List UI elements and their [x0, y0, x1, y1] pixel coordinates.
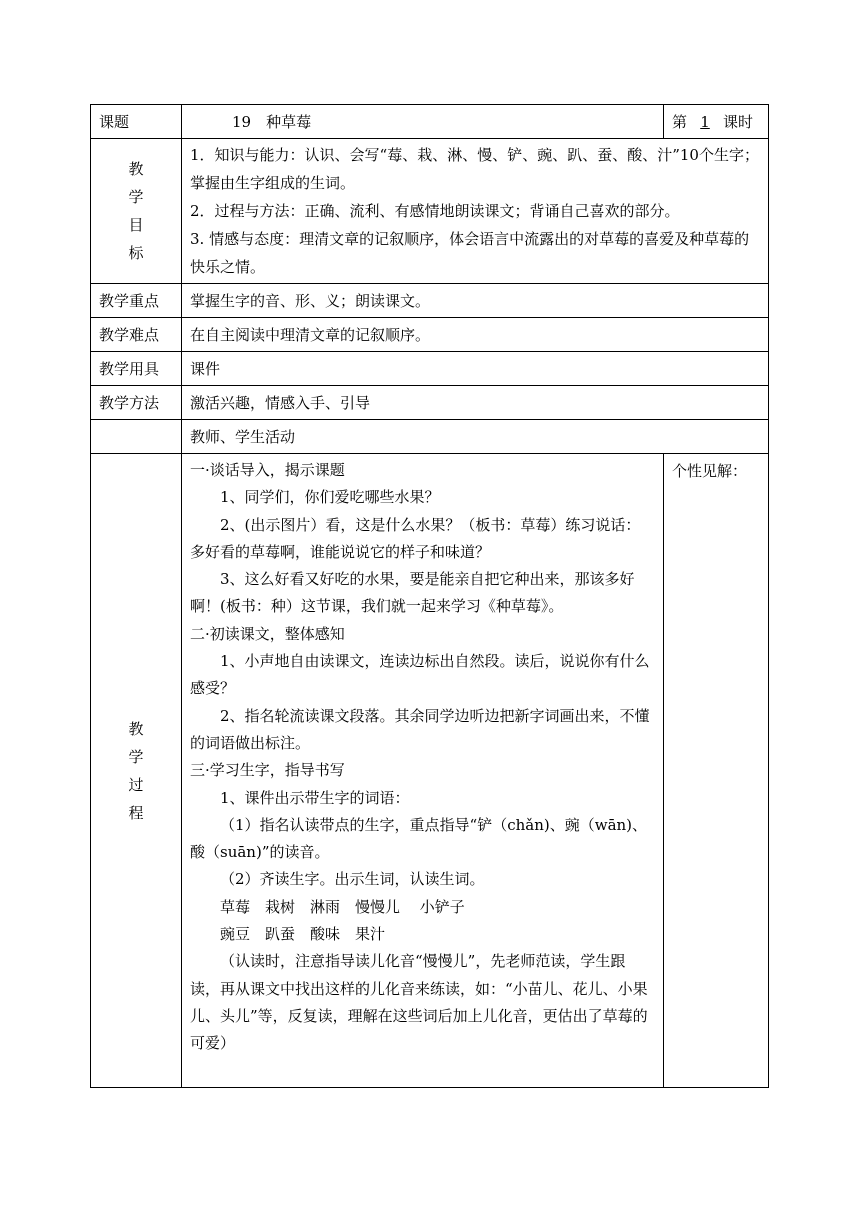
objectives-label-char: 目: [128, 216, 144, 234]
objectives-label-char: 学: [128, 188, 144, 206]
methods-label: 教学方法: [91, 386, 182, 420]
objective-item: 2．过程与方法：正确、流利、有感情地朗读课文；背诵自己喜欢的部分。: [190, 202, 680, 220]
subject-label: 课题: [91, 105, 182, 139]
difficulties-value: 在自主阅读中理清文章的记叙顺序。: [182, 318, 769, 352]
methods-row: [91, 386, 769, 420]
title-row: [91, 105, 769, 139]
process-content: [182, 454, 664, 1088]
key-points-value: 掌握生字的音、形、义；朗读课文。: [182, 284, 769, 318]
tools-value: 课件: [182, 352, 769, 386]
lesson-count: [664, 105, 769, 139]
key-points-row: [91, 284, 769, 318]
objectives-label: [91, 139, 182, 284]
key-points-label: 教学重点: [91, 284, 182, 318]
process-label: [91, 454, 182, 1088]
activities-header-row: [91, 420, 769, 454]
objectives-row: [91, 139, 769, 284]
process-row: [91, 454, 769, 1088]
lesson-prefix: 第: [672, 112, 688, 131]
tools-label: 教学用具: [91, 352, 182, 386]
process-line: （认读时，注意指导读儿化音“慢慢儿”，先老师范读，学生跟读，再从课文中找出这样的儿化音来练读，如：“小苗儿、花儿、小果儿、头儿”等，反复读，理解在这些词后加上儿化音，更估出了草莓的可爱）: [190, 952, 648, 1053]
activities-header: 教师、学生活动: [182, 420, 769, 454]
lesson-title: 19 种草莓: [182, 105, 664, 139]
process-line: （1）指名认读带点的生字，重点指导“铲（chǎn)、豌（wān)、酸（suān)”的读音。: [190, 815, 648, 862]
difficulties-label: 教学难点: [91, 318, 182, 352]
objectives-label-char: 教: [128, 160, 144, 178]
difficulties-row: [91, 318, 769, 352]
tools-row: [91, 352, 769, 386]
process-line: 1、小声地自由读课文，连读边标出自然段。读后，说说你有什么感受？: [190, 652, 650, 698]
word-list: 豌豆 趴蚕 酸味 果汁: [220, 925, 386, 944]
process-line: 3、这么好看又好吃的水果，要是能亲自把它种出来，那该多好啊！(板书：种）这节课，我们就一起来学习《种草莓》。: [190, 570, 635, 616]
word-list: 草莓 栽树 淋雨 慢慢儿 小铲子: [220, 897, 465, 916]
objective-item: 1．知识与能力：认识、会写“莓、栽、淋、慢、铲、豌、趴、蚕、酸、汁”10个生字；掌握由生字组成的生词。: [190, 146, 759, 192]
lesson-number: 1: [700, 112, 710, 131]
objectives-label-char: 标: [128, 244, 144, 262]
process-label-char: 教: [128, 719, 144, 738]
objective-item: 3. 情感与态度：理清文章的记叙顺序，体会语言中流露出的对草莓的喜爱及种草莓的快乐之情。: [190, 230, 750, 276]
process-line: （2）齐读生字。出示生词，认读生词。: [220, 870, 485, 889]
process-line: 1、同学们，你们爱吃哪些水果？: [220, 488, 440, 507]
process-heading: 三·学习生字，指导书写: [190, 761, 345, 780]
objectives-content: [182, 139, 769, 284]
methods-value: 激活兴趣，情感入手、引导: [182, 386, 769, 420]
process-line: 2、(出示图片）看，这是什么水果？（板书：草莓）练习说话：多好看的草莓啊，谁能说说它的样子和味道？: [190, 515, 641, 561]
empty-cell: [91, 420, 182, 454]
process-heading: 一·谈话导入，揭示课题: [190, 461, 345, 479]
process-label-char: 程: [128, 803, 144, 822]
lesson-plan-table: [90, 104, 769, 1088]
note-cell: 个性见解：: [664, 454, 769, 1088]
process-line: 2、指名轮流读课文段落。其余同学边听边把新字词画出来，不懂的词语做出标注。: [190, 706, 650, 752]
process-label-char: 学: [128, 747, 144, 766]
process-line: 1、课件出示带生字的词语：: [220, 788, 410, 807]
process-label-char: 过: [128, 775, 144, 794]
lesson-suffix: 课时: [723, 112, 754, 131]
process-heading: 二·初读课文，整体感知: [190, 624, 345, 643]
